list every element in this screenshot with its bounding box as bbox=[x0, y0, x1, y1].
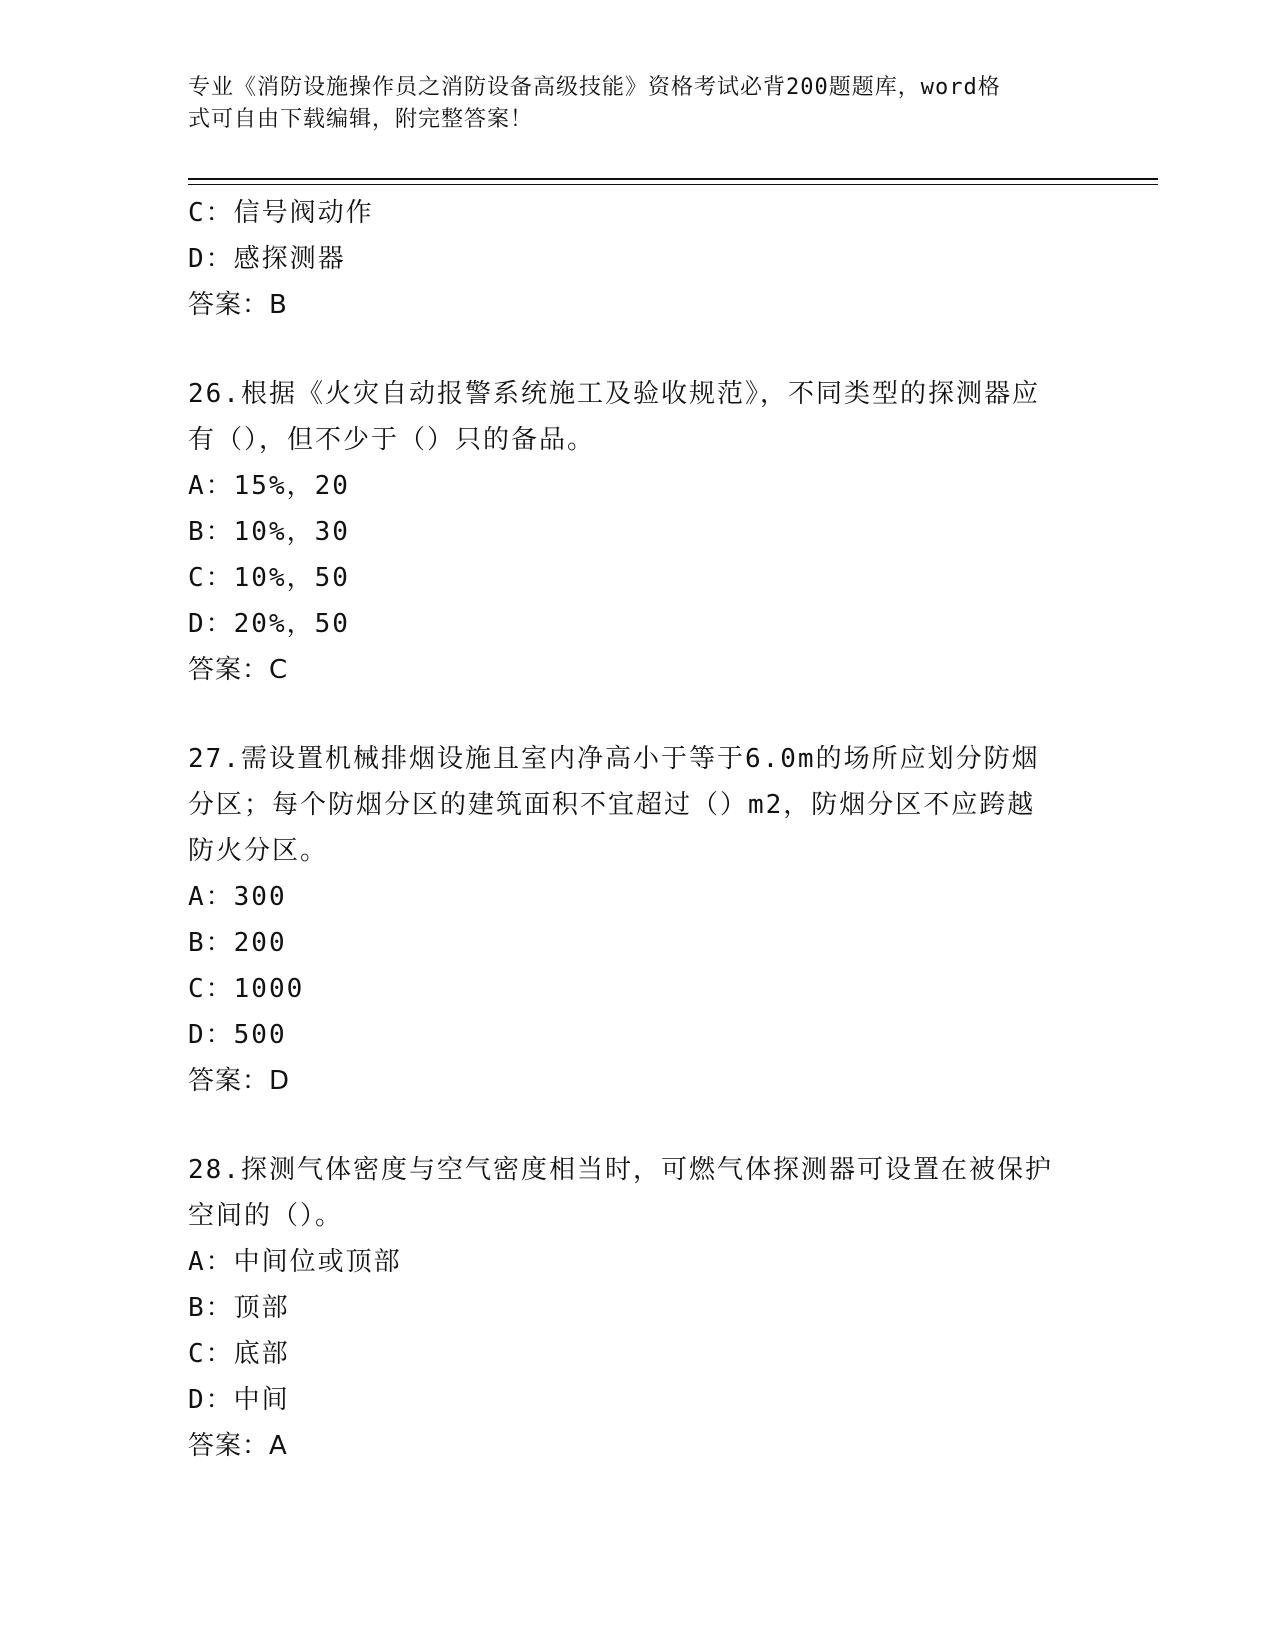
option-a: A：300 bbox=[188, 882, 287, 912]
question-content bbox=[188, 190, 1088, 1469]
answer-line: 答案：C bbox=[188, 655, 289, 685]
answer-line: 答案：D bbox=[188, 1066, 291, 1096]
question-stem-line: 空间的（）。 bbox=[188, 1201, 344, 1231]
question-stem-line: 防火分区。 bbox=[188, 836, 329, 866]
question-stem-line: 分区；每个防烟分区的建筑面积不宜超过（）m2，防烟分区不应跨越 bbox=[188, 790, 1036, 820]
answer-line: 答案：A bbox=[188, 1431, 288, 1461]
question-stem-line: 26.根据《火灾自动报警系统施工及验收规范》，不同类型的探测器应 bbox=[188, 379, 1040, 409]
option-c: C：1000 bbox=[188, 974, 305, 1004]
option-d: D：20%，50 bbox=[188, 609, 350, 639]
option-d: D：500 bbox=[188, 1020, 287, 1050]
question-stem-line: 有（），但不少于（）只的备品。 bbox=[188, 425, 596, 455]
header-divider-thin bbox=[188, 184, 1158, 185]
option-a: A：15%，20 bbox=[188, 471, 350, 501]
header-line-1: 专业《消防设施操作员之消防设备高级技能》资格考试必背200题题库，word格 bbox=[188, 75, 1001, 100]
option-d: D：感探测器 bbox=[188, 244, 346, 274]
question-28 bbox=[188, 1147, 1088, 1469]
option-c: C：底部 bbox=[188, 1339, 290, 1369]
header-divider-thick bbox=[188, 178, 1158, 180]
question-26 bbox=[188, 371, 1088, 693]
previous-question-tail bbox=[188, 190, 1088, 328]
header-line-2: 式可自由下载编辑，附完整答案！ bbox=[188, 107, 534, 132]
answer-line: 答案：B bbox=[188, 290, 288, 320]
option-b: B：顶部 bbox=[188, 1293, 290, 1323]
document-header bbox=[188, 72, 1068, 136]
question-stem-line: 27.需设置机械排烟设施且室内净高小于等于6.0m的场所应划分防烟 bbox=[188, 744, 1040, 774]
option-c: C：10%，50 bbox=[188, 563, 350, 593]
option-a: A：中间位或顶部 bbox=[188, 1247, 402, 1277]
question-27 bbox=[188, 736, 1088, 1104]
option-c: C：信号阀动作 bbox=[188, 198, 374, 228]
option-b: B：200 bbox=[188, 928, 287, 958]
option-b: B：10%，30 bbox=[188, 517, 350, 547]
question-stem-line: 28.探测气体密度与空气密度相当时，可燃气体探测器可设置在被保护 bbox=[188, 1155, 1053, 1185]
option-d: D：中间 bbox=[188, 1385, 290, 1415]
